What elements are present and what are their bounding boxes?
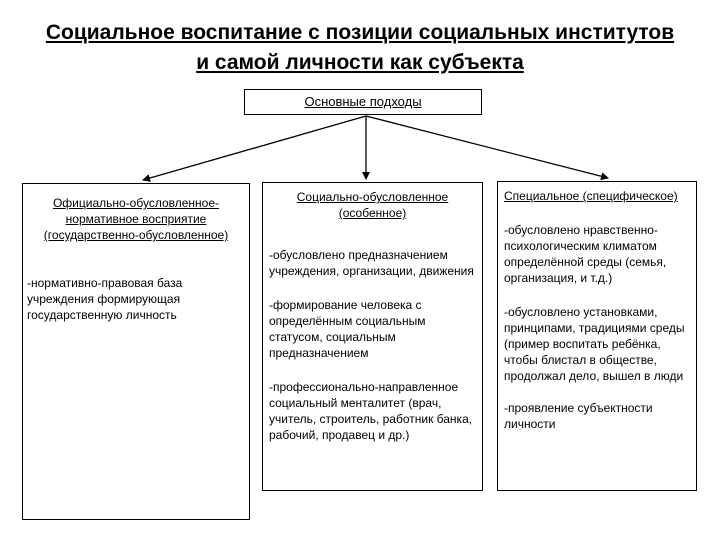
column-heading: Официально-обусловленное-нормативное восприятие (государственно-обусловленное): [43, 196, 229, 242]
column-item: -профессионально-направленное социальный менталитет (врач, учитель, строитель, работник банка, рабочий, продавец и др.): [269, 380, 473, 442]
approach-column-special: [497, 181, 697, 491]
approach-column-official: [22, 183, 250, 520]
diagram-title: Социальное воспитание с позиции социальных институтов и самой личности как субъекта: [45, 21, 675, 74]
column-heading: Социально-обусловленное (особенное): [296, 190, 449, 220]
column-item: -обусловлено установками, принципами, традициями среды (пример воспитать ребёнка, чтобы блистал в обществе, продолжал дело, вышел в люди: [504, 305, 685, 383]
approaches-box: Основные подходы: [244, 89, 482, 115]
column-item: -проявление субъектности личности: [504, 401, 653, 431]
arrow-to-column-1: [143, 116, 366, 180]
arrow-to-column-3: [366, 116, 608, 178]
column-item: -нормативно-правовая база учреждения формирующая государственную личность: [27, 276, 183, 322]
column-item: -обусловлено нравственно-психологическим климатом определённой среды (семья, организация, и т.д.): [504, 223, 667, 285]
column-item: -обусловлено предназначением учреждения, организации, движения: [269, 248, 474, 278]
column-item: -формирование человека с определённым социальным статусом, социальным предназначением: [269, 298, 426, 360]
column-heading: Специальное (специфическое): [504, 189, 678, 203]
approach-column-social: [262, 182, 483, 491]
